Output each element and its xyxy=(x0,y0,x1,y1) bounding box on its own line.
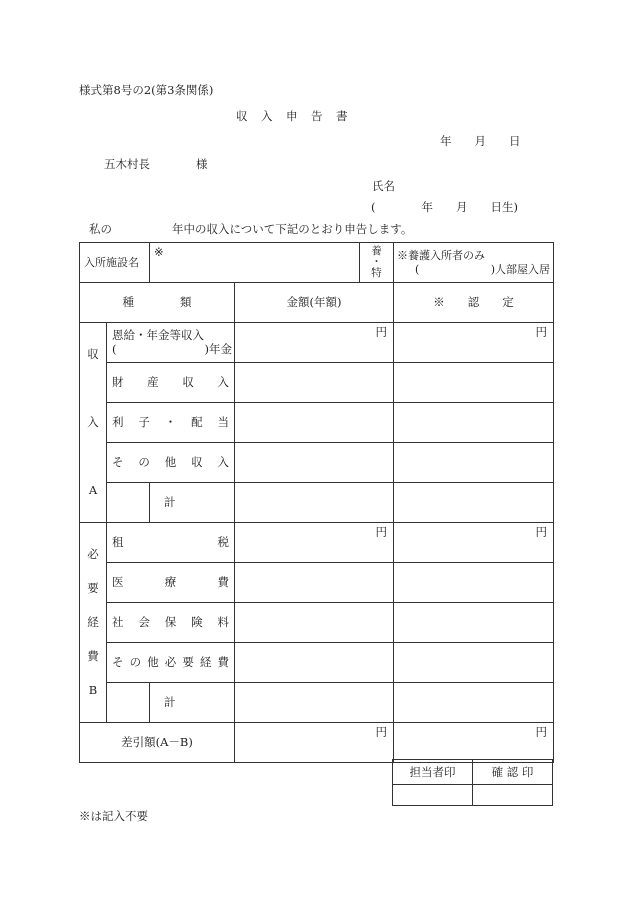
expense-total-approval xyxy=(394,683,554,723)
facility-label: 入所施設名 xyxy=(80,243,150,283)
difference-amount[interactable]: 円 xyxy=(235,723,394,763)
income-group-label: 収 入 A xyxy=(80,323,107,523)
form-number: 様式第8号の2(第3条関係) xyxy=(79,83,214,97)
expense-other-amount[interactable] xyxy=(235,643,394,683)
income-other-amount[interactable] xyxy=(235,443,394,483)
income-interest-amount[interactable] xyxy=(235,403,394,443)
confirm-seal-box xyxy=(473,785,553,806)
income-pension-amount[interactable]: 円 xyxy=(235,323,394,363)
declaration-prefix: 私の xyxy=(89,222,112,236)
expense-taxes-amount[interactable]: 円 xyxy=(235,523,394,563)
stamp-table xyxy=(392,759,553,806)
facility-type-cell xyxy=(360,243,394,283)
income-total-approval xyxy=(394,483,554,523)
expense-social-insurance-amount[interactable] xyxy=(235,603,394,643)
footnote: ※は記入不要 xyxy=(79,809,148,823)
confirm-seal-label: 確 認 印 xyxy=(473,760,553,785)
not-required-mark: ※ xyxy=(154,245,164,259)
income-declaration-table xyxy=(79,242,554,763)
income-other: そ の 他 収 入 xyxy=(107,443,235,483)
expense-total-spacer xyxy=(107,683,150,723)
expense-total-amount[interactable] xyxy=(235,683,394,723)
difference-approval: 円 xyxy=(394,723,554,763)
difference-label: 差引額(A－B) xyxy=(80,723,235,763)
income-other-approval xyxy=(394,443,554,483)
facility-name-cell[interactable] xyxy=(150,243,360,283)
date-line: 年 月 日 xyxy=(440,134,521,148)
addressee: 五木村長 xyxy=(104,157,150,171)
staff-seal-label: 担当者印 xyxy=(393,760,473,785)
expense-medical: 医 療 費 xyxy=(107,563,235,603)
expense-total-label: 計 xyxy=(150,683,235,723)
room-count-close: )人部屋入居 xyxy=(490,262,551,276)
expense-other-approval xyxy=(394,643,554,683)
type-separator: ・ xyxy=(371,255,382,268)
expense-taxes-approval: 円 xyxy=(394,523,554,563)
expenses-group-label: 必 要 経 費 B xyxy=(80,523,107,723)
income-pension-approval: 円 xyxy=(394,323,554,363)
column-type-header: 種 類 xyxy=(80,283,235,323)
declaration-text: 年中の収入について下記のとおり申告します。 xyxy=(172,222,413,236)
income-property: 財 産 収 入 xyxy=(107,363,235,403)
birth-date-line: ( 年 月 日生) xyxy=(371,200,518,214)
expense-medical-approval xyxy=(394,563,554,603)
type-yogo: 養 xyxy=(371,244,382,257)
income-interest-dividends: 利 子 ・ 配 当 xyxy=(107,403,235,443)
column-amount-header: 金額(年額) xyxy=(235,283,394,323)
expense-medical-amount[interactable] xyxy=(235,563,394,603)
income-pension: 恩給・年金等収入 ( )年金 xyxy=(107,323,235,363)
income-property-amount[interactable] xyxy=(235,363,394,403)
type-tokuyo: 特 xyxy=(371,267,382,279)
income-total-amount[interactable] xyxy=(235,483,394,523)
expense-taxes: 租 税 xyxy=(107,523,235,563)
income-total-spacer xyxy=(107,483,150,523)
room-occupancy-cell[interactable] xyxy=(394,243,554,283)
column-approval-header: ※ 認 定 xyxy=(394,283,554,323)
expense-other: そ の 他 必 要 経 費 xyxy=(107,643,235,683)
addressee-suffix: 様 xyxy=(196,157,208,171)
expense-social-insurance-approval xyxy=(394,603,554,643)
staff-seal-box xyxy=(393,785,473,806)
income-total-label: 計 xyxy=(150,483,235,523)
expense-social-insurance: 社 会 保 険 料 xyxy=(107,603,235,643)
room-note: ※養護入所者のみ xyxy=(397,249,486,263)
income-interest-approval xyxy=(394,403,554,443)
page-title: 収 入 申 告 書 xyxy=(236,109,349,123)
income-property-approval xyxy=(394,363,554,403)
name-label: 氏名 xyxy=(372,179,395,193)
room-count-open: ( xyxy=(415,262,420,276)
